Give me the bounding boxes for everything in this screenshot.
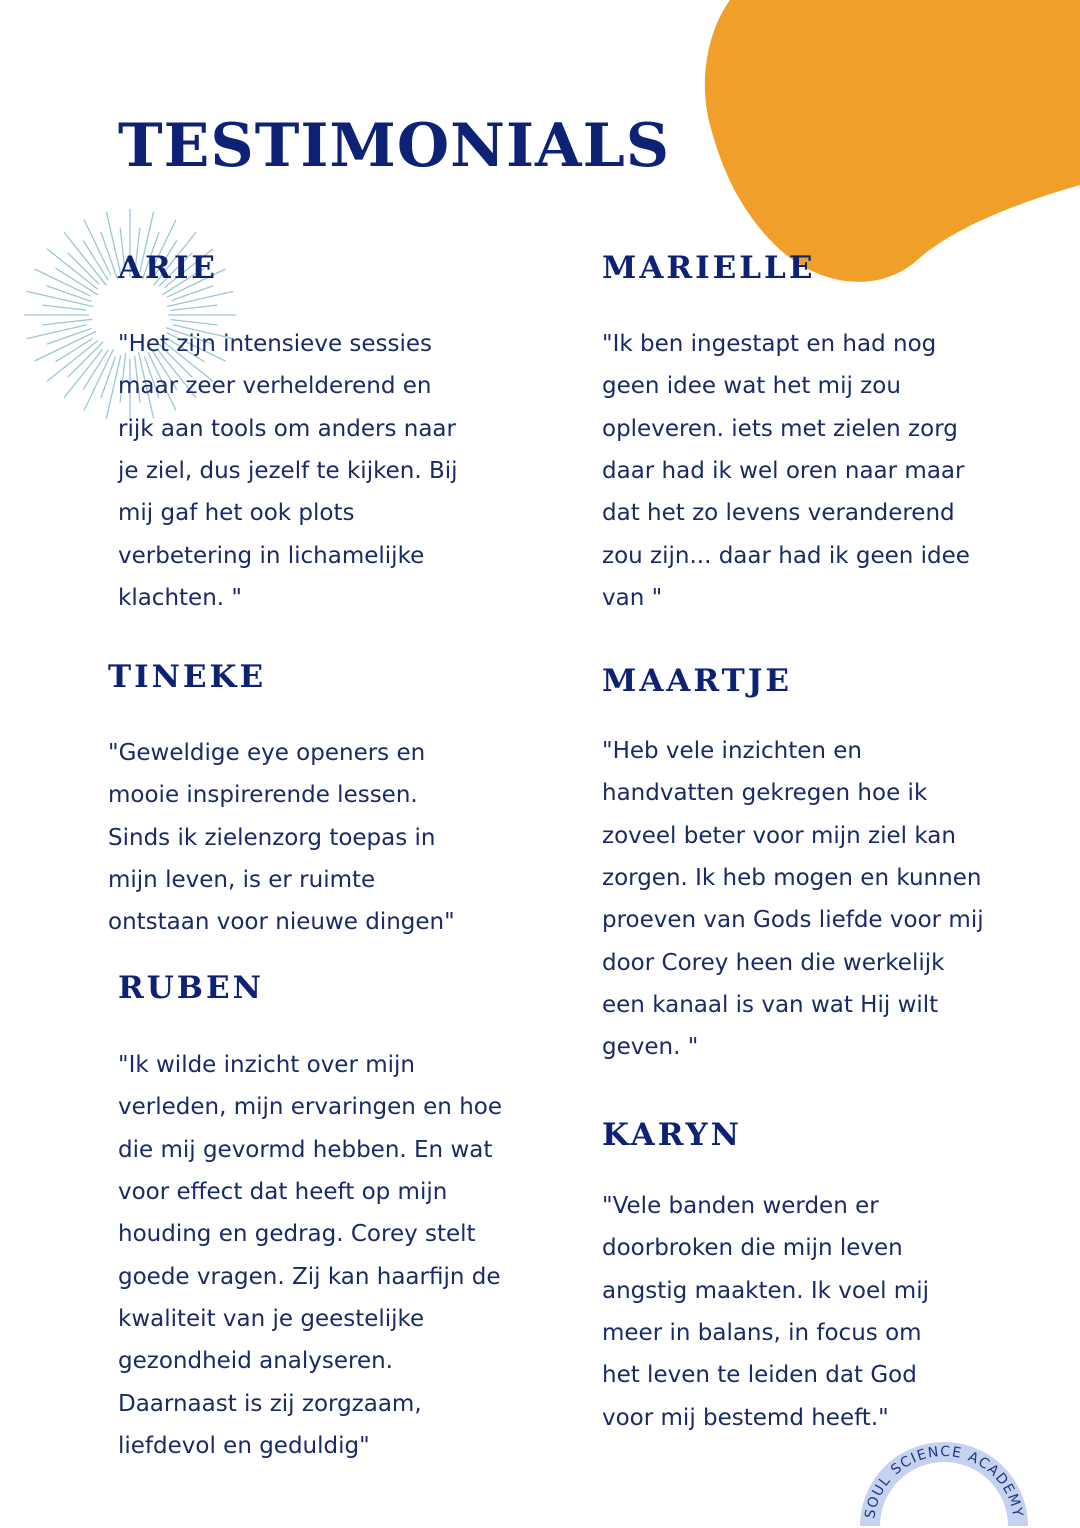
page-title: TESTIMONIALS <box>118 111 671 181</box>
testimonial-name: TINEKE <box>108 659 267 695</box>
sunburst-ray <box>43 319 93 325</box>
testimonial-tineke <box>108 659 558 944</box>
testimonial-name: MAARTJE <box>602 663 793 699</box>
testimonial-quote: "Het zijn intensieve sessies maar zeer verhelderend en rijk aan tools om anders naar je ziel, dus jezelf te kijken. Bij mij gaf het ook plots verbetering in lichamelijke klachten. " <box>118 331 458 611</box>
svg-text:SOUL SCIENCE ACADEMY: SOUL SCIENCE ACADEMY <box>862 1443 1026 1520</box>
soul-science-academy-logo <box>848 1428 1038 1528</box>
testimonial-quote: "Heb vele inzichten en handvatten gekregen hoe ik zoveel beter voor mijn ziel kan zorgen. Ik heb mogen en kunnen proeven van Gods liefde voor mij door Corey heen die werkelijk een kanaal is van wat Hij wilt geven. " <box>602 738 984 1061</box>
testimonial-name: MARIELLE <box>602 250 816 286</box>
sunburst-ray <box>47 249 98 290</box>
testimonial-arie <box>118 250 558 619</box>
testimonial-quote: "Vele banden werden er doorbroken die mijn leven angstig maakten. Ik voel mij meer in balans, in focus om het leven te leiden dat God voor mij bestemd heeft." <box>602 1193 929 1431</box>
testimonial-quote: "Ik ben ingestapt en had nog geen idee wat het mij zou opleveren. iets met zielen zorg daar had ik wel oren naar maar dat het zo levens veranderend zou zijn... daar had ik geen idee van " <box>602 331 970 611</box>
sunburst-ray <box>84 349 114 410</box>
sunburst-ray <box>43 305 87 310</box>
testimonial-quote: "Ik wilde inzicht over mijn verleden, mijn ervaringen en hoe die mij gevormd hebben. En wat voor effect dat heeft op mijn houding en gedrag. Corey stelt goede vragen. Zij kan haarfijn de kwaliteit van je geestelijke gezondheid analyseren. Daarnaast is zij zorgzaam, liefdevol en geduldig" <box>118 1052 502 1459</box>
testimonial-marielle <box>602 250 1062 619</box>
sunburst-ray <box>35 332 96 362</box>
sunburst-ray <box>64 349 103 398</box>
sunburst-ray <box>27 325 87 339</box>
testimonial-name: ARIE <box>118 250 218 286</box>
sunburst-ray <box>101 357 116 399</box>
testimonial-name: KARYN <box>602 1117 743 1153</box>
sunburst-ray <box>47 341 98 382</box>
testimonial-karyn <box>602 1117 1062 1439</box>
testimonial-ruben <box>118 970 558 1467</box>
testimonial-maartje <box>602 663 1072 1069</box>
testimonial-quote: "Geweldige eye openers en mooie inspirerende lessen. Sinds ik zielenzorg toepas in mijn leven, is er ruimte ontstaan voor nieuwe dingen" <box>108 740 455 936</box>
testimonial-name: RUBEN <box>118 970 264 1006</box>
